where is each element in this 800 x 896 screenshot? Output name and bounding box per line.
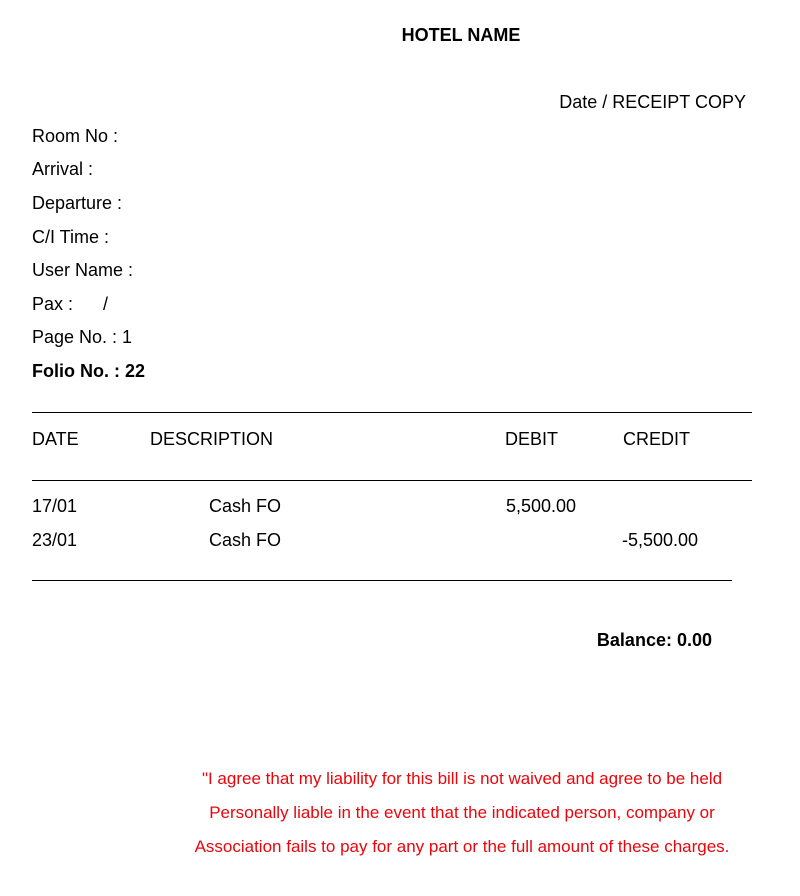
divider-header — [32, 480, 752, 481]
divider-top — [32, 412, 752, 413]
page-no-field: Page No. : 1 — [32, 327, 133, 347]
balance-total: Balance: 0.00 — [596, 630, 712, 650]
user-name-field: User Name : — [32, 260, 134, 280]
receipt-title: Date / RECEIPT COPY — [559, 92, 746, 112]
column-header-credit: CREDIT — [623, 429, 690, 449]
row-description: Cash FO — [209, 496, 282, 516]
folio-no-field: Folio No. : 22 — [32, 361, 146, 381]
row-credit: -5,500.00 — [622, 530, 699, 550]
row-date: 23/01 — [32, 530, 78, 550]
row-description: Cash FO — [209, 530, 282, 550]
ci-time-field: C/I Time : — [32, 227, 110, 247]
column-header-description: DESCRIPTION — [150, 429, 274, 449]
disclaimer-line: Personally liable in the event that the indicated person, company or — [209, 803, 715, 822]
column-header-date: DATE — [32, 429, 79, 449]
disclaimer-line: Association fails to pay for any part or the full amount of these charges. — [194, 837, 730, 856]
room-no-field: Room No : — [32, 126, 119, 146]
row-date: 17/01 — [32, 496, 78, 516]
disclaimer-line: "I agree that my liability for this bill is not waived and agree to be held — [201, 769, 723, 788]
row-debit: 5,500.00 — [506, 496, 577, 516]
pax-field: Pax : / — [32, 294, 109, 314]
hotel-name: HOTEL NAME — [401, 25, 521, 45]
departure-field: Departure : — [32, 193, 123, 213]
arrival-field: Arrival : — [32, 159, 94, 179]
column-header-debit: DEBIT — [505, 429, 559, 449]
divider-bottom — [32, 580, 732, 581]
liability-disclaimer — [140, 762, 784, 864]
